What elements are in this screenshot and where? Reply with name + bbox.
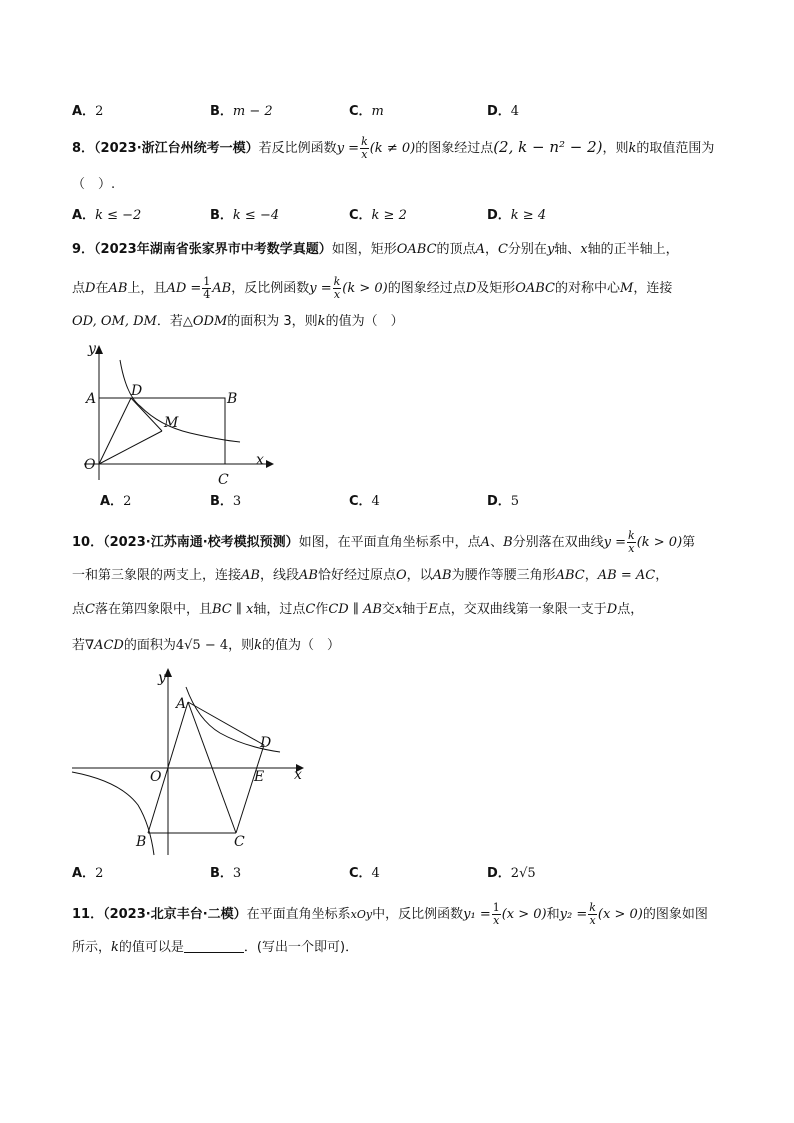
q8-fraction: $\frac{k}{x}$ xyxy=(361,135,368,161)
q11-stem-line1: 11．（2023·北京丰台·二模）在平面直角坐标系xOy中，反比例函数y₁ = $\frac{1}{x}$ (x > 0)和y₂ = $\frac{k}{x}$ (x > 0)的图象如图 xyxy=(72,901,708,927)
q10-option-a: A．2 xyxy=(72,866,104,881)
q10-label-o: O xyxy=(150,769,162,785)
q8-option-c: C．k ≥ 2 xyxy=(349,208,407,223)
q9-option-b: B．3 xyxy=(210,494,242,509)
q9-stem-line3: OD, OM, DM．若△ODM的面积为 3，则k的值为（ ） xyxy=(72,314,404,329)
q11-answer-blank[interactable] xyxy=(184,938,244,953)
q9-label-c: C xyxy=(218,472,229,488)
q9-option-a: A．2 xyxy=(100,494,132,509)
q9-label-y: y xyxy=(88,341,96,357)
q10-label-y: y xyxy=(158,670,166,686)
q10-label-c: C xyxy=(234,834,245,850)
q9-stem-line2: 点D在AB上，且AD = $\frac{1}{4}$ AB，反比例函数y = $\frac{k}{x}$ (k > 0)的图象经过点D及矩形OABC的对称中心M，连接 xyxy=(72,275,673,301)
q7-option-b: B．m − 2 xyxy=(210,104,273,119)
q10-fraction: $\frac{k}{x}$ xyxy=(628,529,635,555)
q8-stem: 8．（2023·浙江台州统考一模）若反比例函数y = $\frac{k}{x}$ (k ≠ 0)的图象经过点(2, k − n² − 2)，则k的取值范围为 xyxy=(72,135,715,161)
q9-option-d: D．5 xyxy=(487,494,520,509)
q10-label-a: A xyxy=(176,696,187,712)
q10-stem-line3: 点C落在第四象限中，且BC ∥ x轴，过点C作CD ∥ AB交x轴于E点，交双曲线第一象限一支于D点， xyxy=(72,602,644,617)
q11-fraction-y1: $\frac{1}{x}$ xyxy=(492,901,500,927)
q11-fraction-y2: $\frac{k}{x}$ xyxy=(589,901,596,927)
q9-label-a: A xyxy=(86,391,97,407)
q7-option-c: C．m xyxy=(349,104,384,119)
q10-option-b: B．3 xyxy=(210,866,242,881)
q10-option-d: D．2√5 xyxy=(487,866,536,881)
q10-label-x: x xyxy=(294,767,302,783)
q8-option-a: A．k ≤ −2 xyxy=(72,208,142,223)
q7-option-a: A．2 xyxy=(72,104,104,119)
q9-label-d: D xyxy=(131,383,143,399)
q10-stem-line2: 一和第三象限的两支上，连接AB，线段AB恰好经过原点O，以AB为腰作等腰三角形ABC，AB = AC， xyxy=(72,568,669,583)
q10-label-e: E xyxy=(254,769,265,785)
q8-option-b: B．k ≤ −4 xyxy=(210,208,280,223)
q8-option-d: D．k ≥ 4 xyxy=(487,208,547,223)
q8-paren: （ ）. xyxy=(72,177,116,192)
q9-label-m: M xyxy=(164,415,179,431)
q9-label-o: O xyxy=(84,457,96,473)
q10-label-b: B xyxy=(136,834,147,850)
q9-label-x: x xyxy=(256,452,264,468)
q9-fraction-k: $\frac{k}{x}$ xyxy=(333,275,341,301)
q9-figure xyxy=(80,340,280,490)
q10-label-d: D xyxy=(260,735,272,751)
q9-label-b: B xyxy=(227,391,238,407)
q10-option-c: C．4 xyxy=(349,866,380,881)
q9-stem-line1: 9．（2023年湖南省张家界市中考数学真题）如图，矩形OABC的顶点A，C分别在y轴、x轴的正半轴上， xyxy=(72,242,679,257)
q10-figure xyxy=(70,665,310,860)
q11-stem-line2: 所示，k的值可以是 ．(写出一个即可)． xyxy=(72,940,359,955)
q10-stem-line4: 若∇ACD的面积为4√5 − 4，则k的值为（ ） xyxy=(72,638,341,653)
q9-option-c: C．4 xyxy=(349,494,380,509)
q10-stem-line1: 10．（2023·江苏南通·校考模拟预测）如图，在平面直角坐标系中，点A、B分别落在双曲线y = $\frac{k}{x}$ (k > 0)第 xyxy=(72,529,696,555)
q9-fraction-quarter: $\frac{1}{4}$ xyxy=(203,275,211,301)
q7-option-d: D．4 xyxy=(487,104,520,119)
